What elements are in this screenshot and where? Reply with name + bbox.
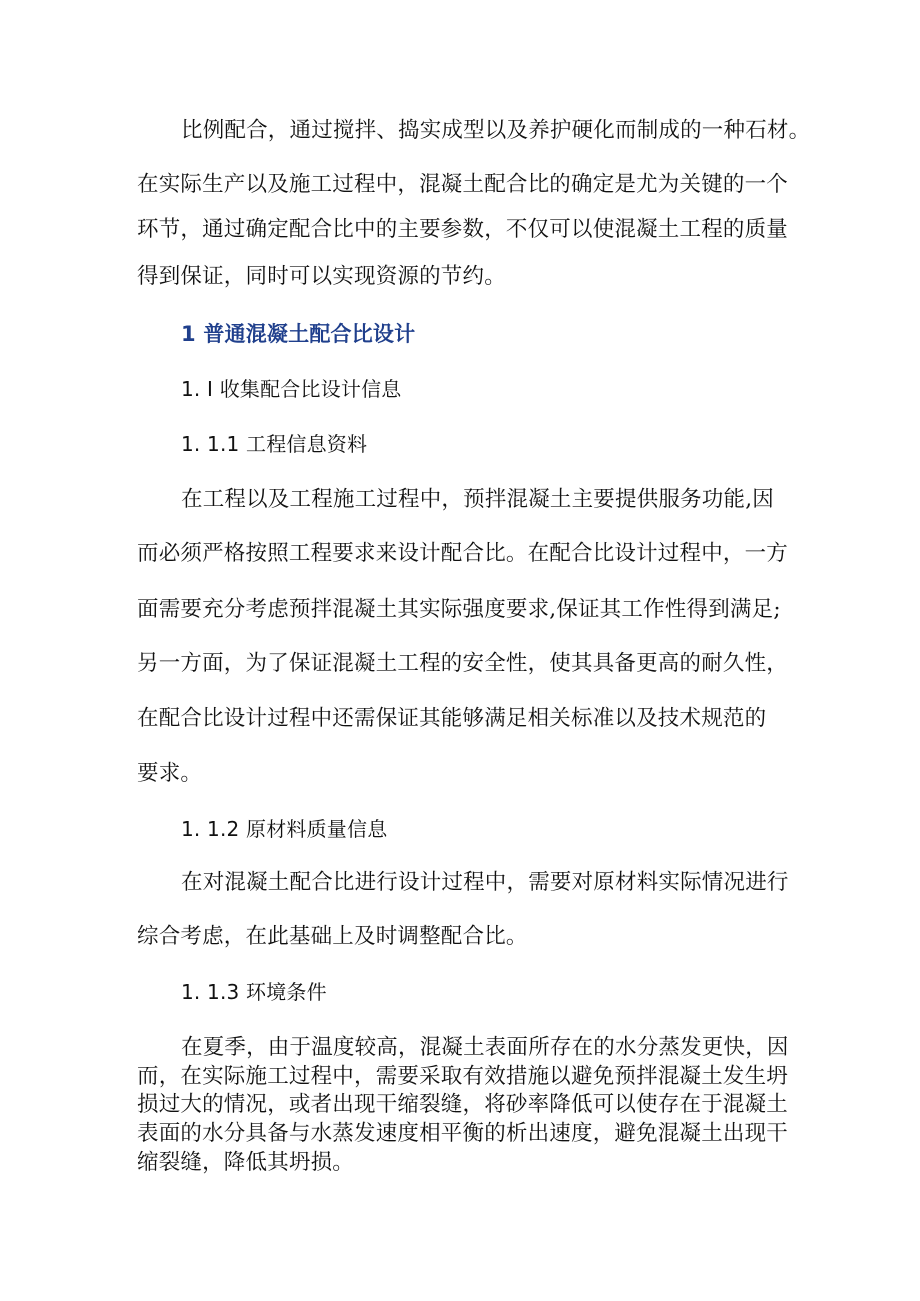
paragraph-line: 在配合比设计过程中还需保证其能够满足相关标准以及技术规范的 <box>137 706 767 731</box>
paragraph-line: 在工程以及工程施工过程中，预拌混凝土主要提供服务功能,因 <box>181 487 774 512</box>
paragraph-line: 另一方面，为了保证混凝土工程的安全性，使其具备更高的耐久性， <box>137 651 789 676</box>
paragraph-line: 损过大的情况，或者出现干缩裂缝，将砂率降低可以使存在于混凝土 <box>137 1092 789 1117</box>
paragraph-line: 要求。 <box>137 761 203 786</box>
paragraph-line: 环节，通过确定配合比中的主要参数，不仅可以使混凝土工程的质量 <box>137 217 789 242</box>
paragraph-line: 而必须严格按照工程要求来设计配合比。在配合比设计过程中，一方 <box>137 541 789 566</box>
paragraph-line: 面需要充分考虑预拌混凝土其实际强度要求,保证其工作性得到满足; <box>137 597 781 622</box>
subsubsection-heading: 1. 1.1 工程信息资料 <box>181 432 368 456</box>
paragraph-line: 得到保证，同时可以实现资源的节约。 <box>137 264 506 289</box>
paragraph-line: 在对混凝土配合比进行设计过程中，需要对原材料实际情况进行 <box>181 870 789 895</box>
paragraph-line: 综合考虑，在此基础上及时调整配合比。 <box>137 924 528 949</box>
subsection-heading: 1. I 收集配合比设计信息 <box>181 377 402 401</box>
section-heading: 1 普通混凝土配合比设计 <box>181 322 416 346</box>
paragraph-line: 而，在实际施工过程中，需要采取有效措施以避免预拌混凝土发生坍 <box>137 1064 789 1089</box>
subsubsection-heading: 1. 1.3 环境条件 <box>181 980 327 1004</box>
paragraph-line: 缩裂缝，降低其坍损。 <box>137 1150 355 1175</box>
subsubsection-heading: 1. 1.2 原材料质量信息 <box>181 817 388 841</box>
paragraph-line: 比例配合，通过搅拌、捣实成型以及养护硬化而制成的一种石材。 <box>181 118 811 143</box>
paragraph-line: 在夏季，由于温度较高，混凝土表面所存在的水分蒸发更快，因 <box>181 1035 789 1060</box>
paragraph-line: 在实际生产以及施工过程中，混凝土配合比的确定是尤为关键的一个 <box>137 172 789 197</box>
paragraph-line: 表面的水分具备与水蒸发速度相平衡的析出速度，避免混凝土出现干 <box>137 1121 789 1146</box>
